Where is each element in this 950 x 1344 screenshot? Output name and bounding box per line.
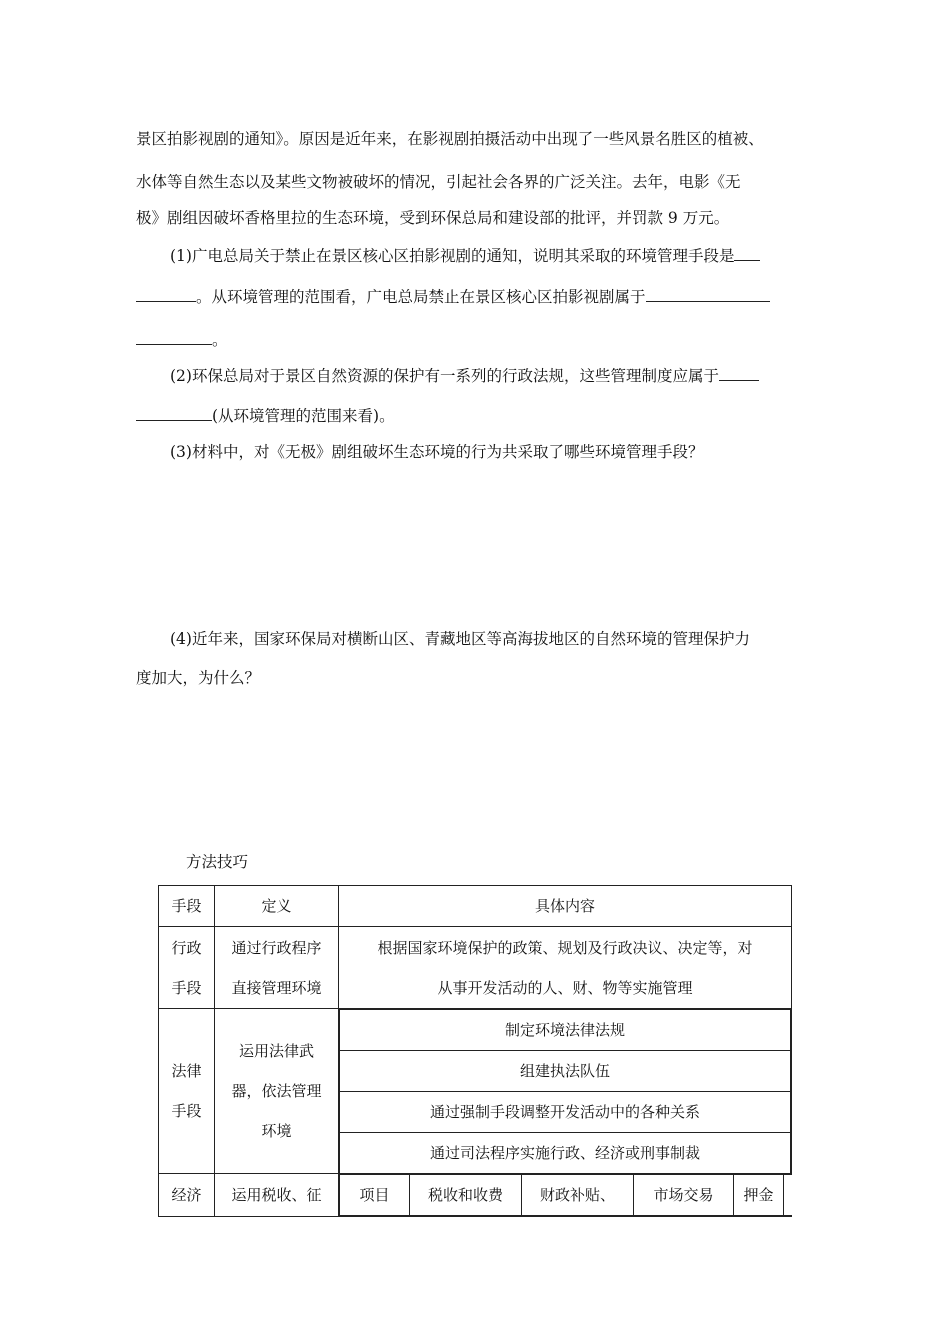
- legal-item: 制定环境法律法规: [340, 1010, 791, 1051]
- table-header-row: [159, 886, 792, 927]
- legal-items: [339, 1009, 791, 1173]
- header-cell-definition: 定义: [215, 886, 339, 927]
- econ-col: 财政补贴、: [522, 1175, 634, 1216]
- paragraph-line-2: 水体等自然生态以及某些文物被破坏的情况，引起社会各界的广泛关注。去年，电影《无: [136, 173, 741, 191]
- econ-sub-columns: [339, 1174, 792, 1216]
- question-1-line-2: [136, 286, 816, 308]
- answer-blank[interactable]: [719, 366, 759, 381]
- answer-blank[interactable]: [646, 287, 770, 302]
- legal-def-2: 器，依法管理: [231, 1082, 322, 1100]
- answer-blank[interactable]: [136, 406, 212, 421]
- paragraph-line-3: 极》剧组因破坏香格里拉的生态环境，受到环保总局和建设部的批评，并罚款 9 万元。: [136, 209, 730, 227]
- econ-col: 市场交易: [634, 1175, 734, 1216]
- table-row-legal: [159, 1009, 792, 1174]
- admin-def-1: 通过行政程序: [231, 938, 322, 957]
- question-4-line-1: (4)近年来，国家环保局对横断山区、青藏地区等高海拔地区的自然环境的管理保护力: [170, 630, 750, 648]
- admin-definition-cell: [215, 927, 339, 1009]
- admin-name-2: 手段: [171, 978, 202, 997]
- econ-col-empty: [784, 1175, 792, 1216]
- legal-item: 组建执法队伍: [340, 1051, 791, 1092]
- header-cell-content: 具体内容: [339, 886, 792, 927]
- admin-name-1: 行政: [171, 938, 202, 957]
- legal-name-2: 手段: [171, 1102, 202, 1120]
- legal-item: 通过强制手段调整开发活动中的各种关系: [340, 1092, 791, 1133]
- legal-definition-cell: [215, 1009, 339, 1174]
- econ-definition-cell: 运用税收、征: [215, 1174, 339, 1217]
- legal-content-cell: [339, 1009, 792, 1174]
- question-2-line-1: [170, 365, 816, 387]
- table-row-admin: [159, 927, 792, 1009]
- answer-blank[interactable]: [136, 330, 212, 345]
- legal-name-cell: [159, 1009, 215, 1174]
- paragraph-line-1: 景区拍影视剧的通知》。原因是近年来，在影视剧拍摄活动中出现了一些风景名胜区的植被、: [136, 130, 764, 148]
- methods-table: [158, 885, 792, 1217]
- answer-blank[interactable]: [734, 246, 760, 261]
- econ-col: 项目: [340, 1175, 410, 1216]
- question-2-line-2: [136, 405, 816, 427]
- econ-content-cell: [339, 1174, 792, 1217]
- question-2-text: (2)环保总局对于景区自然资源的保护有一系列的行政法规，这些管理制度应属于: [170, 367, 719, 385]
- legal-def-1: 运用法律武: [238, 1042, 314, 1060]
- admin-name-cell: [159, 927, 215, 1009]
- tips-title: 方法技巧: [186, 853, 249, 871]
- question-1-line-3: [136, 329, 816, 351]
- question-1-text: (1)广电总局关于禁止在景区核心区拍影视剧的通知，说明其采取的环境管理手段是: [170, 247, 735, 265]
- answer-blank[interactable]: [136, 287, 196, 302]
- legal-name-1: 法律: [171, 1062, 202, 1080]
- econ-col: 税收和收费: [410, 1175, 522, 1216]
- question-1-line-1: [170, 245, 816, 267]
- admin-def-2: 直接管理环境: [231, 978, 322, 997]
- question-1-text-2: 。从环境管理的范围看，广电总局禁止在景区核心区拍影视剧属于: [196, 288, 646, 306]
- admin-content-1: 根据国家环境保护的政策、规划及行政决议、决定等，对: [377, 938, 753, 957]
- econ-col: 押金: [734, 1175, 784, 1216]
- admin-content-2: 从事开发活动的人、财、物等实施管理: [437, 978, 693, 997]
- question-4-line-2: 度加大，为什么？: [136, 669, 261, 687]
- legal-def-3: 环境: [261, 1122, 292, 1140]
- question-3: (3)材料中，对《无极》剧组破坏生态环境的行为共采取了哪些环境管理手段？: [170, 443, 704, 461]
- admin-content-cell: [339, 927, 792, 1009]
- econ-name-cell: 经济: [159, 1174, 215, 1217]
- question-1-text-3: 。: [212, 331, 228, 349]
- table-row-economic: [159, 1174, 792, 1217]
- question-2-text-2: (从环境管理的范围来看)。: [212, 407, 395, 425]
- header-cell-means: 手段: [159, 886, 215, 927]
- legal-item: 通过司法程序实施行政、经济或刑事制裁: [340, 1133, 791, 1174]
